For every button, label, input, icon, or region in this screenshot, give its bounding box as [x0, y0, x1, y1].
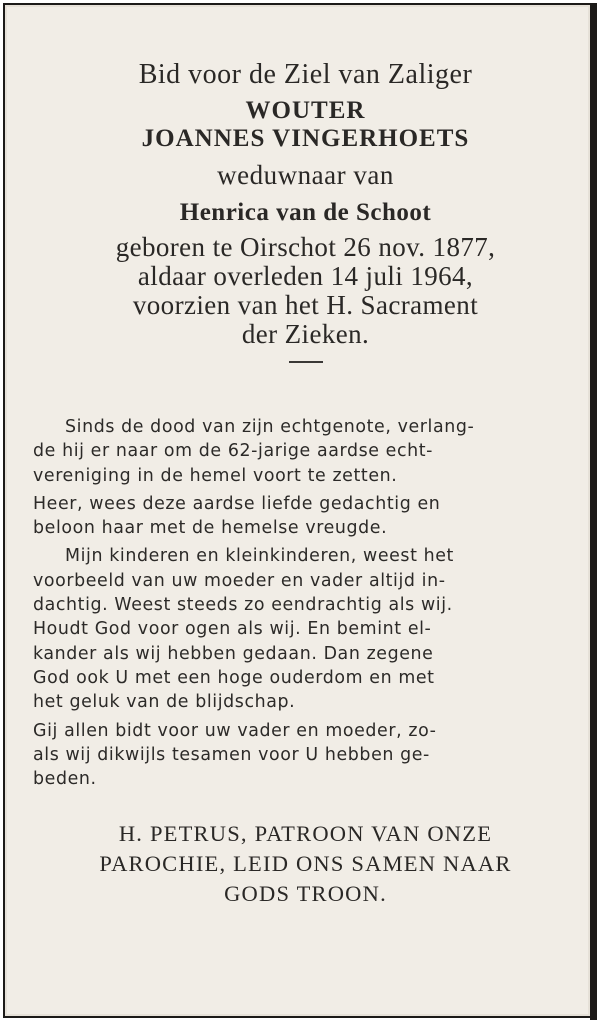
- closing-invocation: [33, 819, 578, 909]
- prayer-line: Mijn kinderen en kleinkinderen, weest het: [65, 546, 454, 567]
- prayer-paragraph: [33, 415, 578, 488]
- prayer-line: beloon haar met de hemelse vreugde.: [33, 518, 388, 539]
- divider: [289, 361, 323, 363]
- prayer-paragraph: [33, 719, 578, 792]
- deceased-last-name: JOANNES VINGERHOETS: [141, 125, 470, 152]
- prayer-paragraph: [33, 544, 578, 714]
- prayer-line: de hij er naar om de 62-jarige aardse echt-: [33, 441, 434, 462]
- prayer-line: God ook U met een hoge ouderdom en met: [33, 667, 435, 688]
- prayer-paragraph: [33, 492, 578, 541]
- prayer-line: vereniging in de hemel voort te zetten.: [33, 465, 398, 486]
- bio-line: geboren te Oirschot 26 nov. 1877,: [115, 232, 496, 262]
- prayer-line: Gij allen bidt voor uw vader en moeder, zo-: [33, 720, 437, 741]
- prayer-line: voorbeeld van uw moeder en vader altijd in-: [33, 570, 446, 591]
- relation-line: weduwnaar van: [217, 160, 394, 190]
- memorial-card: [3, 3, 592, 1018]
- prayer-line: Houdt God voor ogen als wij. En bemint el-: [33, 619, 432, 640]
- biography: [33, 233, 578, 349]
- deceased-first-name: WOUTER: [245, 97, 366, 124]
- prayer-line: het geluk van de blijdschap.: [33, 692, 296, 713]
- prayer-line: kander als wij hebben gedaan. Dan zegene: [33, 643, 434, 664]
- prayer-line: beden.: [33, 769, 97, 790]
- prayer-line: als wij dikwijls tesamen voor U hebben ge-: [33, 744, 430, 765]
- card-content: [33, 53, 578, 909]
- bio-line: der Zieken.: [241, 319, 370, 349]
- bio-line: aldaar overleden 14 juli 1964,: [137, 261, 474, 291]
- bio-line: voorzien van het H. Sacrament: [132, 290, 479, 320]
- prayer-line: Sinds de dood van zijn echtgenote, verlang-: [65, 417, 475, 437]
- closing-line: PAROCHIE, LEID ONS SAMEN NAAR: [99, 851, 512, 877]
- intro-line: Bid voor de Ziel van Zaliger: [138, 59, 473, 90]
- closing-line: GODS TROON.: [224, 881, 387, 907]
- prayer-line: dachtig. Weest steeds zo eendrachtig als wij.: [33, 595, 453, 616]
- closing-line: H. PETRUS, PATROON VAN ONZE: [118, 821, 493, 847]
- prayer-line: Heer, wees deze aardse liefde gedachtig en: [33, 493, 441, 514]
- spouse-name: Henrica van de Schoot: [179, 199, 432, 226]
- prayer-text: [33, 415, 578, 791]
